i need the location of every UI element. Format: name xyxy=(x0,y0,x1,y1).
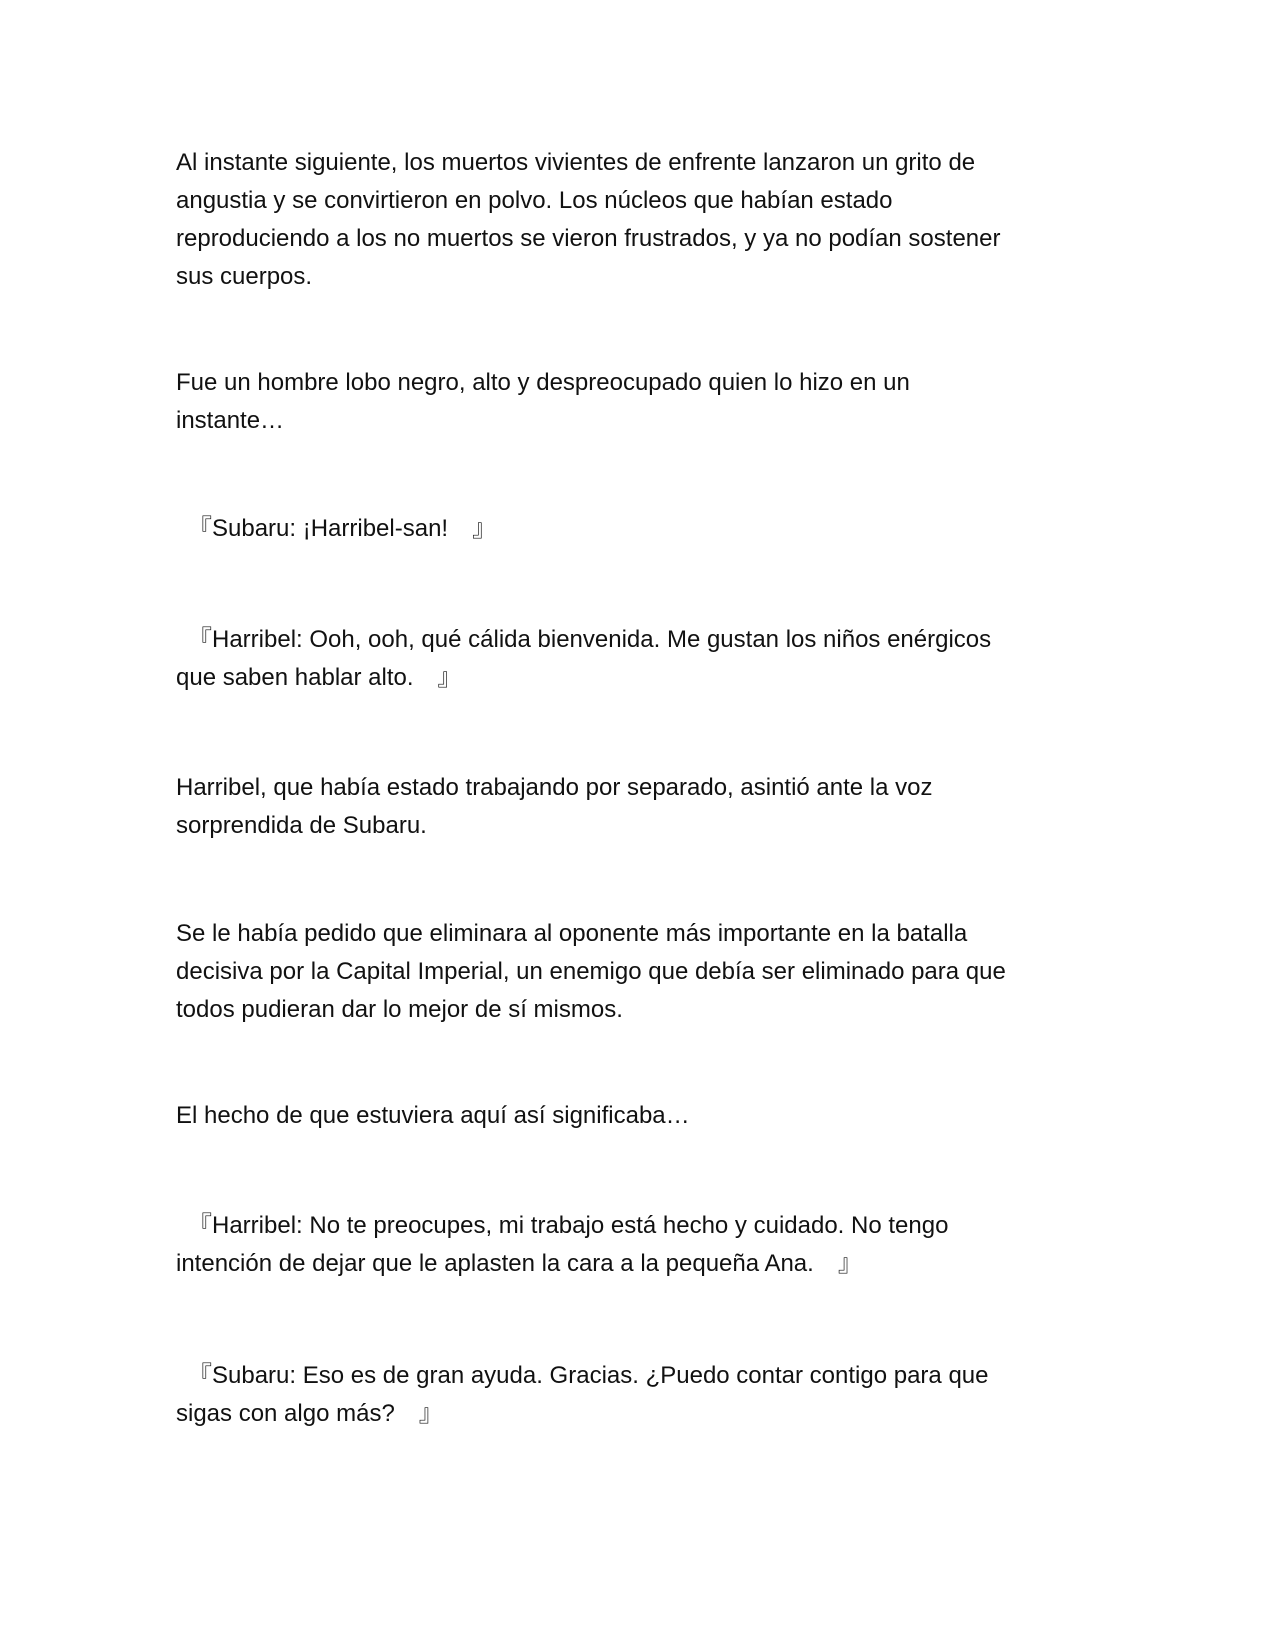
text-line: Fue un hombre lobo negro, alto y despreocupado quien lo hizo en un xyxy=(176,369,910,396)
text-line: sus cuerpos. xyxy=(176,263,313,290)
paragraph-mission xyxy=(176,915,1116,1029)
dialogue-harribel-2 xyxy=(176,1207,1116,1283)
dialogue-subaru-2 xyxy=(176,1357,1116,1433)
text-line: Al instante siguiente, los muertos vivientes de enfrente lanzaron un grito de xyxy=(176,149,976,176)
text-line: instante… xyxy=(176,407,285,434)
text-line: todos pudieran dar lo mejor de sí mismos. xyxy=(176,996,623,1023)
text-line: sigas con algo más? 』 xyxy=(176,1400,443,1427)
text-line: que saben hablar alto. 』 xyxy=(176,664,462,691)
paragraph-meaning xyxy=(176,1097,1116,1135)
text-line: 『Subaru: ¡Harribel-san! 』 xyxy=(176,515,497,542)
paragraph-undead-dust xyxy=(176,144,1116,296)
paragraph-harribel-nods xyxy=(176,769,1116,845)
text-line: reproduciendo a los no muertos se vieron frustrados, y ya no podían sostener xyxy=(176,225,1001,252)
text-line: intención de dejar que le aplasten la cara a la pequeña Ana. 』 xyxy=(176,1250,862,1277)
text-line: 『Subaru: Eso es de gran ayuda. Gracias. ¿Puedo contar contigo para que xyxy=(176,1362,989,1389)
text-line: El hecho de que estuviera aquí así significaba… xyxy=(176,1102,690,1129)
text-line: Harribel, que había estado trabajando por separado, asintió ante la voz xyxy=(176,774,933,801)
dialogue-subaru-1 xyxy=(176,510,1116,548)
text-line: 『Harribel: No te preocupes, mi trabajo está hecho y cuidado. No tengo xyxy=(176,1212,949,1239)
text-line: 『Harribel: Ooh, ooh, qué cálida bienvenida. Me gustan los niños enérgicos xyxy=(176,626,992,653)
text-line: sorprendida de Subaru. xyxy=(176,812,427,839)
dialogue-harribel-1 xyxy=(176,621,1116,697)
paragraph-werewolf xyxy=(176,364,1116,440)
text-line: angustia y se convirtieron en polvo. Los núcleos que habían estado xyxy=(176,187,893,214)
text-line: Se le había pedido que eliminara al oponente más importante en la batalla xyxy=(176,920,968,947)
text-line: decisiva por la Capital Imperial, un enemigo que debía ser eliminado para que xyxy=(176,958,1006,985)
